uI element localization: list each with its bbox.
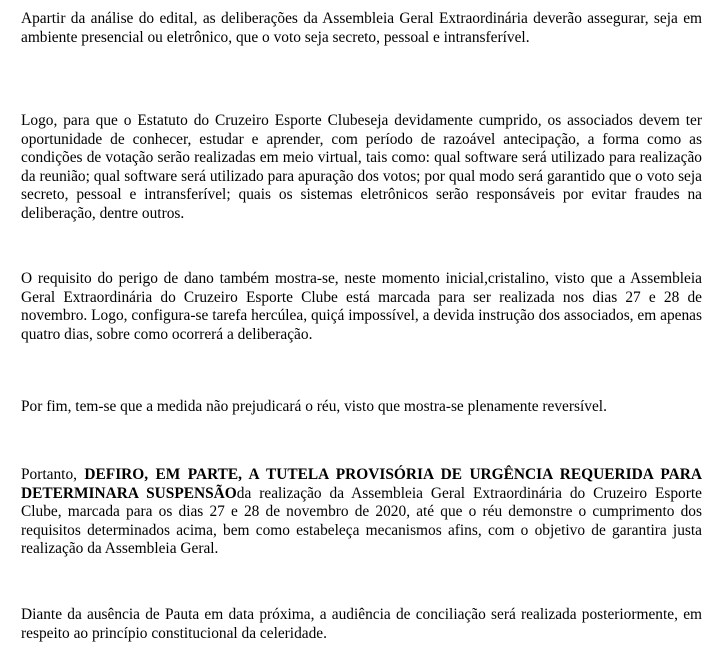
paragraph-estatuto: Logo, para que o Estatuto do Cruzeiro Esporte Clubeseja devidamente cumprido, os associados devem ter oportunidade de conhecer, estudar e aprender, com período de razoável antecipação, a forma como as condições de votação serão realizadas em meio virtual, tais como: qual software será utilizado para realização da reunião; qual software será utilizado para apuração dos votos; por qual modo será garantido que o voto seja secreto, pessoal e intransferível; quais os sistemas eletrônicos serão responsáveis por evitar fraudes na deliberação, dentre outros. — [21, 112, 702, 222]
decision-suffix: da realização da Assembleia Geral Extraordinária do Cruzeiro Esporte Clube, marcada para os dias 27 e 28 de novembro de 2020, até que o réu demonstre o cumprimento dos requisitos determinados acima, bem como estabeleça mecanismos afins, com o objetivo de garantira justa realização da Assembleia Geral. — [21, 484, 702, 558]
paragraph-edital: Apartir da análise do edital, as deliberações da Assembleia Geral Extraordinária deverão assegurar, seja em ambiente presencial ou eletrônico, que o voto seja secreto, pessoal e intransferível. — [21, 10, 702, 46]
paragraph-reversivel: Por fim, tem-se que a medida não prejudicará o réu, visto que mostra-se plenamente reversível. — [21, 398, 607, 415]
paragraph-audiencia: Diante da ausência de Pauta em data próxima, a audiência de conciliação será realizada posteriormente, em respeito ao princípio constitucional da celeridade. — [21, 606, 702, 642]
paragraph-perigo-de-dano: O requisito do perigo de dano também mostra-se, neste momento inicial,cristalino, visto que a Assembleia Geral Extraordinária do Cruzeiro Esporte Clube está marcada para ser realizada nos dias 27 e 28 de novembro. Logo, configura-se tarefa hercúlea, quiçá impossível, a devida instrução dos associados, em apenas quatro dias, sobre como ocorrerá a deliberação. — [21, 270, 702, 343]
decision-bold-text: DEFIRO, EM PARTE, A TUTELA PROVISÓRIA DE URGÊNCIA REQUERIDA PARA DETERMINARA SUSPENSÃO — [21, 466, 702, 502]
decision-prefix: Portanto, — [21, 466, 85, 483]
paragraph-decisao — [21, 466, 702, 559]
